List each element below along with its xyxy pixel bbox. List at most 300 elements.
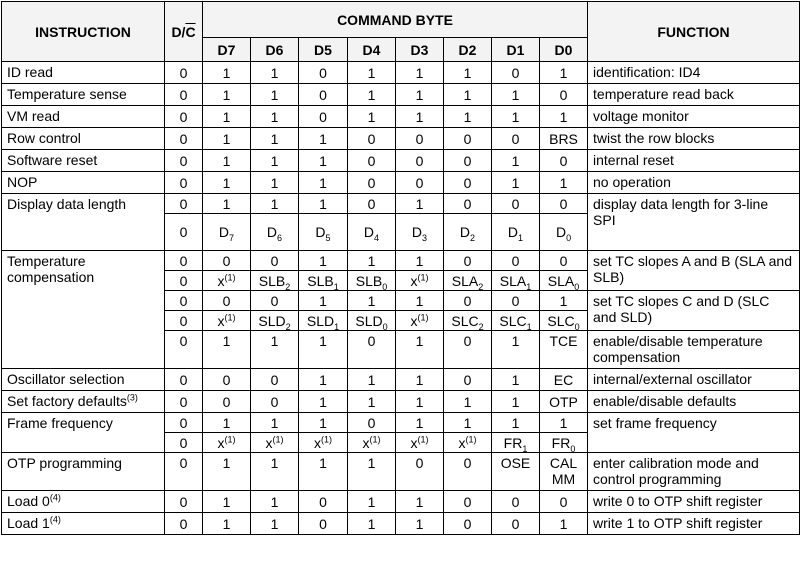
table-row (2, 106, 800, 128)
bit-cell: 0 (203, 369, 251, 391)
function-text: enable/disable defaults (588, 391, 800, 413)
bit-symbol: x (410, 312, 418, 329)
bit-symbol: SLA (499, 272, 527, 289)
command-table (1, 1, 800, 535)
instruction-name: OTP programming (2, 453, 165, 491)
footnote-mark: (1) (224, 271, 236, 282)
bit-cell: 1 (203, 150, 251, 172)
bit-cell: 1 (203, 128, 251, 150)
bit-symbol: x (458, 434, 466, 451)
bit-cell: 1 (299, 369, 348, 391)
bit-symbol: SLA (547, 272, 575, 289)
header-instruction: INSTRUCTION (2, 2, 165, 62)
bit-cell: 1 (203, 194, 251, 214)
bit-cell: 1 (203, 84, 251, 106)
bit-cell: 0 (444, 331, 492, 369)
footnote-mark: (1) (321, 433, 332, 444)
bit-cell (251, 271, 299, 291)
bit-subscript: 5 (325, 232, 331, 243)
bit-symbol: SLD (306, 312, 335, 329)
bit-symbol: D (315, 224, 326, 240)
bit-cell: 1 (251, 62, 299, 84)
bit-cell: 1 (299, 331, 348, 369)
table-row (2, 194, 800, 214)
bit-cell: EC (540, 369, 588, 391)
dc-value: 0 (165, 453, 203, 491)
bit-subscript: 0 (574, 281, 580, 291)
bit-symbol: SLD (258, 312, 286, 329)
bit-cell (251, 214, 299, 251)
bit-symbol: SLC (547, 312, 575, 329)
bit-symbol: SLA (451, 272, 479, 289)
table-row (2, 172, 800, 194)
footnote-mark: (1) (465, 433, 477, 444)
bit-cell: 1 (348, 84, 396, 106)
bit-subscript: 7 (229, 232, 235, 243)
footnote-mark: (1) (224, 433, 236, 444)
bit-cell: 0 (348, 413, 396, 433)
bit-cell: 0 (444, 513, 492, 535)
function-text: set TC slopes C and D (SLC and SLD) (588, 291, 800, 331)
bit-symbol: SLB (355, 272, 383, 289)
bit-cell (299, 311, 348, 331)
bit-cell: 1 (299, 172, 348, 194)
bit-cell: 1 (348, 251, 396, 271)
bit-subscript: 2 (478, 281, 484, 291)
table-row (2, 128, 800, 150)
bit-symbol: D (218, 224, 230, 240)
bit-cell (444, 311, 492, 331)
function-text: internal reset (588, 150, 800, 172)
bit-cell: 1 (444, 84, 492, 106)
bit-cell: 0 (444, 369, 492, 391)
function-text: enter calibration mode and control programming (588, 453, 800, 491)
bit-subscript: 1 (526, 281, 532, 291)
bit-cell (396, 433, 444, 453)
bit-cell: 1 (348, 453, 396, 491)
table-row (2, 491, 800, 513)
header-bit: D1 (492, 38, 540, 62)
bit-symbol: SLC (451, 312, 479, 329)
bit-cell: 1 (492, 331, 540, 369)
bit-cell: 1 (251, 513, 299, 535)
dc-value: 0 (165, 391, 203, 413)
function-text: display data length for 3-line SPI (588, 194, 800, 251)
instruction-name: Row control (2, 128, 165, 150)
bit-cell: CAL MM (540, 453, 588, 491)
bit-cell: 1 (396, 251, 444, 271)
bit-cell (396, 214, 444, 251)
bit-symbol: x (217, 272, 225, 289)
bit-symbol: D (555, 224, 567, 240)
bit-cell: 0 (444, 150, 492, 172)
bit-cell: 1 (444, 413, 492, 433)
bit-cell: 1 (492, 150, 540, 172)
bit-subscript: 4 (374, 232, 380, 243)
bit-symbol: SLC (499, 312, 527, 329)
function-text: set frame frequency (588, 413, 800, 453)
bit-cell: 1 (348, 369, 396, 391)
bit-cell: 0 (299, 106, 348, 128)
bit-cell (492, 433, 540, 453)
bit-cell: 1 (348, 106, 396, 128)
bit-cell: 1 (203, 413, 251, 433)
bit-cell: 0 (444, 453, 492, 491)
bit-subscript: 3 (422, 232, 428, 243)
bit-cell (251, 311, 299, 331)
bit-cell: 1 (444, 106, 492, 128)
instruction-name: VM read (2, 106, 165, 128)
instruction-label: Load 0 (7, 493, 50, 509)
bit-cell: 0 (299, 62, 348, 84)
bit-cell: 1 (444, 62, 492, 84)
bit-symbol: D (459, 224, 471, 240)
bit-cell (492, 214, 540, 251)
bit-cell: 0 (444, 491, 492, 513)
bit-cell: 1 (396, 491, 444, 513)
bit-subscript: 1 (518, 232, 524, 243)
bit-cell: 1 (299, 453, 348, 491)
header-dc-bar: $\overline{C}$ (185, 23, 196, 40)
bit-cell: 1 (348, 513, 396, 535)
bit-cell (299, 271, 348, 291)
dc-value: 0 (165, 150, 203, 172)
dc-value: 0 (165, 271, 203, 291)
instruction-name: Display data length (2, 194, 165, 251)
bit-cell (540, 311, 588, 331)
bit-cell: 1 (203, 491, 251, 513)
bit-cell: 0 (251, 369, 299, 391)
instruction-name (2, 491, 165, 513)
bit-cell: 0 (299, 84, 348, 106)
function-text: internal/external oscillator (588, 369, 800, 391)
instruction-name (2, 513, 165, 535)
footnote-mark: (1) (224, 311, 236, 322)
bit-subscript: 2 (285, 281, 291, 291)
bit-cell: 1 (492, 391, 540, 413)
bit-cell: 1 (396, 369, 444, 391)
bit-cell: 1 (540, 62, 588, 84)
bit-symbol: D (266, 224, 278, 240)
dc-value: 0 (165, 194, 203, 214)
bit-cell: OTP (540, 391, 588, 413)
bit-symbol: D (507, 224, 519, 240)
bit-cell: 1 (492, 84, 540, 106)
instruction-name: ID read (2, 62, 165, 84)
bit-cell: 1 (203, 453, 251, 491)
bit-cell: 1 (540, 291, 588, 311)
bit-cell: 0 (348, 172, 396, 194)
bit-cell: 0 (396, 172, 444, 194)
bit-cell: 0 (396, 453, 444, 491)
bit-cell: 1 (251, 172, 299, 194)
dc-value: 0 (165, 513, 203, 535)
instruction-name: Frame frequency (2, 413, 165, 453)
bit-cell: 0 (203, 391, 251, 413)
instruction-label: Load 1 (7, 515, 50, 531)
bit-cell: 0 (444, 291, 492, 311)
table-row (2, 62, 800, 84)
dc-value: 0 (165, 214, 203, 251)
bit-cell: 0 (251, 391, 299, 413)
bit-cell: 1 (444, 391, 492, 413)
bit-cell: 1 (396, 106, 444, 128)
bit-cell: 0 (492, 194, 540, 214)
bit-cell: 1 (299, 150, 348, 172)
bit-cell: 1 (299, 291, 348, 311)
bit-cell: TCE (540, 331, 588, 369)
bit-cell: 0 (540, 194, 588, 214)
bit-cell: 0 (203, 251, 251, 271)
bit-cell: 1 (540, 106, 588, 128)
dc-value: 0 (165, 413, 203, 433)
function-text: twist the row blocks (588, 128, 800, 150)
bit-subscript: 2 (478, 321, 484, 331)
bit-cell: 1 (396, 291, 444, 311)
bit-cell: 1 (299, 128, 348, 150)
bit-subscript: 0 (574, 321, 580, 331)
dc-value: 0 (165, 62, 203, 84)
table-row (2, 84, 800, 106)
function-text: set TC slopes A and B (SLA and SLB) (588, 251, 800, 291)
bit-cell (492, 271, 540, 291)
bit-subscript: 0 (570, 443, 576, 453)
bit-symbol: x (217, 434, 225, 451)
bit-cell (203, 433, 251, 453)
bit-subscript: 1 (334, 321, 340, 331)
header-bit: D5 (299, 38, 348, 62)
bit-cell: 1 (396, 62, 444, 84)
bit-cell: 0 (203, 291, 251, 311)
bit-cell: 1 (348, 391, 396, 413)
header-dc (165, 2, 203, 62)
bit-cell: 1 (396, 84, 444, 106)
table-row (2, 453, 800, 491)
bit-cell: 1 (540, 172, 588, 194)
bit-cell: 1 (203, 62, 251, 84)
bit-cell: 1 (396, 391, 444, 413)
header-bit: D7 (203, 38, 251, 62)
bit-cell: 0 (492, 513, 540, 535)
table-row (2, 513, 800, 535)
bit-cell: 1 (348, 291, 396, 311)
bit-cell: 0 (299, 491, 348, 513)
bit-cell: 0 (492, 251, 540, 271)
bit-subscript: 1 (522, 443, 528, 453)
bit-cell: 1 (492, 369, 540, 391)
bit-symbol: SLB (258, 272, 286, 289)
bit-cell: 1 (251, 491, 299, 513)
table-row (2, 391, 800, 413)
header-bit: D4 (348, 38, 396, 62)
bit-cell (203, 271, 251, 291)
bit-symbol: x (362, 434, 370, 451)
bit-cell: 1 (396, 413, 444, 433)
bit-cell: 1 (396, 331, 444, 369)
dc-value: 0 (165, 433, 203, 453)
bit-cell: 0 (540, 150, 588, 172)
bit-cell: 0 (299, 513, 348, 535)
instruction-name: Software reset (2, 150, 165, 172)
bit-cell: BRS (540, 128, 588, 150)
bit-cell: 1 (251, 194, 299, 214)
function-text: write 0 to OTP shift register (588, 491, 800, 513)
dc-value: 0 (165, 331, 203, 369)
instruction-name (2, 391, 165, 413)
bit-cell: 0 (540, 251, 588, 271)
function-text: no operation (588, 172, 800, 194)
bit-subscript: 0 (382, 321, 388, 331)
bit-cell: 1 (251, 150, 299, 172)
bit-cell (396, 271, 444, 291)
bit-cell: 0 (251, 251, 299, 271)
bit-cell: 0 (348, 194, 396, 214)
bit-cell: 1 (251, 453, 299, 491)
bit-cell (251, 433, 299, 453)
bit-cell: 0 (444, 128, 492, 150)
bit-cell: 1 (251, 413, 299, 433)
bit-cell: 1 (251, 84, 299, 106)
footnote-mark: (1) (369, 433, 381, 444)
bit-cell: 0 (444, 172, 492, 194)
bit-subscript: 0 (382, 281, 388, 291)
table-row (2, 150, 800, 172)
bit-cell (203, 311, 251, 331)
bit-cell: 1 (396, 513, 444, 535)
bit-cell (348, 311, 396, 331)
dc-value: 0 (165, 84, 203, 106)
function-text: temperature read back (588, 84, 800, 106)
bit-cell: 0 (251, 291, 299, 311)
bit-symbol: FR (551, 434, 571, 451)
bit-cell: 1 (540, 513, 588, 535)
bit-cell: 0 (444, 251, 492, 271)
bit-symbol: x (217, 312, 225, 329)
bit-subscript: 1 (333, 281, 339, 291)
bit-cell: 0 (540, 491, 588, 513)
header-command-byte: COMMAND BYTE (203, 2, 588, 38)
dc-value: 0 (165, 369, 203, 391)
bit-cell (348, 271, 396, 291)
bit-subscript: 6 (277, 232, 283, 243)
dc-value: 0 (165, 128, 203, 150)
bit-subscript: 2 (285, 321, 291, 331)
bit-symbol: FR (503, 434, 523, 451)
bit-cell: 1 (251, 331, 299, 369)
instruction-name: NOP (2, 172, 165, 194)
bit-cell: 1 (492, 106, 540, 128)
bit-symbol: x (265, 434, 273, 451)
bit-symbol: D (363, 224, 375, 240)
bit-cell: OSE (492, 453, 540, 491)
bit-subscript: 1 (526, 321, 532, 331)
instruction-name: Temperature compensation (2, 251, 165, 369)
bit-cell: 1 (203, 513, 251, 535)
instruction-name: Temperature sense (2, 84, 165, 106)
bit-cell: 1 (396, 194, 444, 214)
footnote-mark: (4) (49, 492, 61, 503)
bit-cell: 0 (348, 150, 396, 172)
bit-cell: 1 (540, 413, 588, 433)
footnote-mark: (1) (417, 433, 429, 444)
bit-cell (396, 311, 444, 331)
footnote-mark: (1) (417, 311, 429, 322)
bit-cell: 1 (299, 391, 348, 413)
dc-value: 0 (165, 491, 203, 513)
footnote-mark: (4) (49, 514, 61, 525)
header-bit: D6 (251, 38, 299, 62)
bit-cell: 1 (251, 106, 299, 128)
bit-cell: 0 (540, 84, 588, 106)
instruction-label: Set factory defaults (7, 393, 127, 409)
bit-cell: 1 (299, 194, 348, 214)
bit-cell (444, 271, 492, 291)
header-bit: D3 (396, 38, 444, 62)
bit-symbol: x (410, 434, 418, 451)
bit-cell (540, 214, 588, 251)
bit-cell (348, 433, 396, 453)
function-text: write 1 to OTP shift register (588, 513, 800, 535)
bit-cell (444, 214, 492, 251)
bit-cell (540, 433, 588, 453)
header-function: FUNCTION (588, 2, 800, 62)
footnote-mark: (1) (417, 271, 429, 282)
bit-cell (299, 214, 348, 251)
bit-symbol: SLB (307, 272, 334, 289)
bit-cell: 0 (396, 150, 444, 172)
bit-cell (540, 271, 588, 291)
bit-cell: 0 (444, 194, 492, 214)
bit-symbol: D (411, 224, 423, 240)
bit-symbol: x (410, 272, 418, 289)
bit-cell: 0 (492, 291, 540, 311)
bit-subscript: 2 (470, 232, 476, 243)
bit-symbol: SLD (355, 312, 383, 329)
function-text: voltage monitor (588, 106, 800, 128)
bit-cell: 1 (203, 331, 251, 369)
bit-cell: 0 (348, 128, 396, 150)
header-dc-prefix: D/ (171, 23, 186, 40)
table-row (2, 413, 800, 433)
bit-cell: 0 (492, 491, 540, 513)
bit-cell (203, 214, 251, 251)
bit-cell (444, 433, 492, 453)
bit-cell: 0 (396, 128, 444, 150)
bit-cell: 0 (348, 331, 396, 369)
bit-cell: 1 (492, 172, 540, 194)
bit-cell (348, 214, 396, 251)
dc-value: 0 (165, 311, 203, 331)
dc-value: 0 (165, 291, 203, 311)
function-text: identification: ID4 (588, 62, 800, 84)
bit-cell: 1 (203, 106, 251, 128)
bit-cell (299, 433, 348, 453)
bit-subscript: 0 (566, 232, 572, 243)
footnote-mark: (3) (126, 392, 138, 403)
bit-cell: 1 (299, 251, 348, 271)
footnote-mark: (1) (272, 433, 284, 444)
bit-cell: 1 (203, 172, 251, 194)
bit-cell: 1 (299, 413, 348, 433)
bit-cell: 1 (492, 413, 540, 433)
function-text: enable/disable temperature compensation (588, 331, 800, 369)
bit-cell: 0 (492, 62, 540, 84)
bit-symbol: x (314, 434, 321, 451)
bit-cell (492, 311, 540, 331)
bit-cell: 1 (348, 62, 396, 84)
bit-cell: 1 (348, 491, 396, 513)
header-bit: D2 (444, 38, 492, 62)
